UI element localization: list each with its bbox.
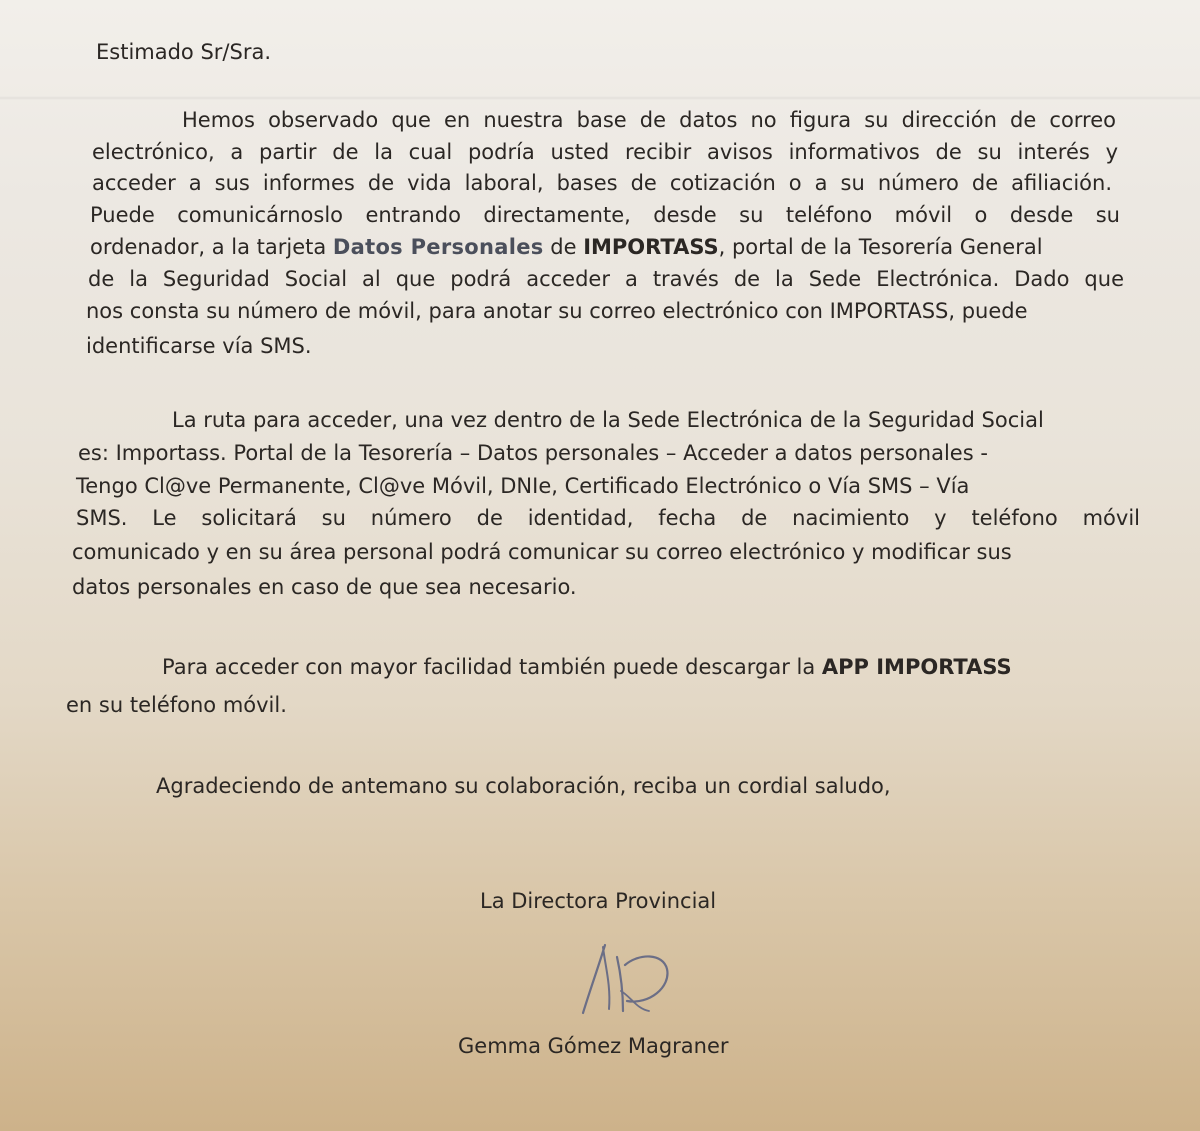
p1-line-5-text-a: ordenador, a la tarjeta (90, 235, 333, 259)
paper-fold (0, 96, 1200, 100)
p2-line-3: Tengo Cl@ve Permanente, Cl@ve Móvil, DNIe, Certificado Electrónico o Vía SMS – Vía (76, 474, 970, 498)
p1-line-1: Hemos observado que en nuestra base de datos no figura su dirección de correo (182, 108, 1116, 132)
handwritten-signature (565, 935, 685, 1025)
p1-line-7: nos consta su número de móvil, para anotar su correo electrónico con IMPORTASS, puede (86, 299, 1028, 323)
p2-line-4: SMS. Le solicitará su número de identidad, fecha de nacimiento y teléfono móvil (76, 506, 1140, 530)
p1-line-5-text-c: , portal de la Tesorería General (718, 235, 1043, 259)
p3-line-1-text: Para acceder con mayor facilidad también puede descargar la (162, 655, 822, 679)
greeting: Estimado Sr/Sra. (96, 40, 272, 64)
signer-title: La Directora Provincial (480, 889, 717, 913)
p1-line-3: acceder a sus informes de vida laboral, bases de cotización o a su número de afiliación. (92, 171, 1112, 195)
p2-line-6: datos personales en caso de que sea necesario. (72, 575, 577, 599)
closing-salutation: Agradeciendo de antemano su colaboración, reciba un cordial saludo, (156, 774, 891, 798)
p1-line-6: de la Seguridad Social al que podrá acceder a través de la Sede Electrónica. Dado que (88, 267, 1124, 291)
importass-brand: IMPORTASS (583, 235, 719, 259)
signer-name: Gemma Gómez Magraner (458, 1034, 729, 1058)
app-importass-highlight: APP IMPORTASS (821, 655, 1012, 679)
p1-line-2: electrónico, a partir de la cual podría usted recibir avisos informativos de su interés y (92, 140, 1118, 164)
p1-line-8: identificarse vía SMS. (86, 334, 312, 358)
datos-personales-highlight: Datos Personales (332, 235, 544, 259)
p3-line-1 (162, 652, 1012, 682)
p2-line-2: es: Importass. Portal de la Tesorería – Datos personales – Acceder a datos personales - (78, 441, 988, 465)
p1-line-4: Puede comunicárnoslo entrando directamente, desde su teléfono móvil o desde su (90, 203, 1120, 227)
p3-line-2: en su teléfono móvil. (66, 693, 287, 717)
p2-line-5: comunicado y en su área personal podrá comunicar su correo electrónico y modificar sus (72, 540, 1012, 564)
p2-line-1: La ruta para acceder, una vez dentro de la Sede Electrónica de la Seguridad Social (172, 408, 1044, 432)
p1-line-5-text-b: de (543, 235, 584, 259)
p1-line-5 (90, 232, 1043, 262)
